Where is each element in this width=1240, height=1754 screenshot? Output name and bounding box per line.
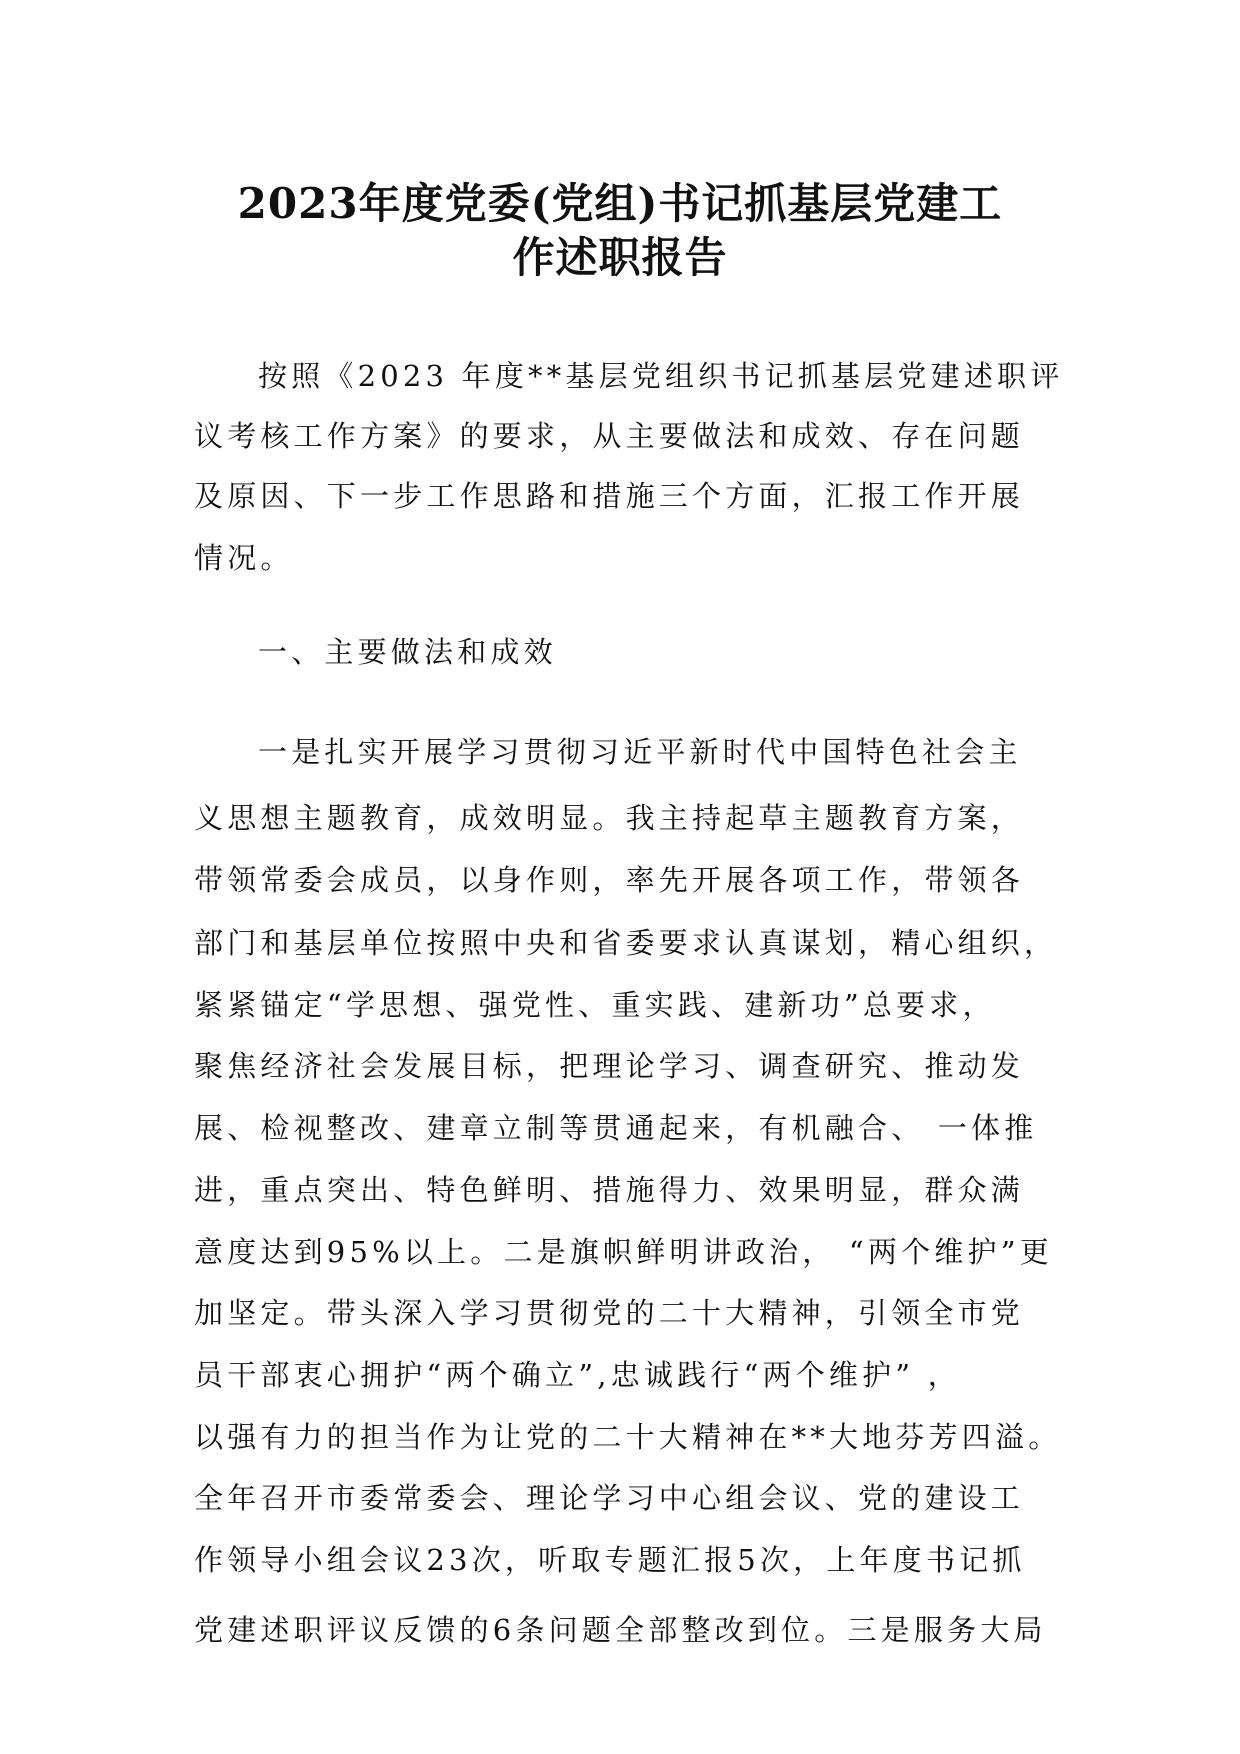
- paragraph-line: 部门和基层单位按照中央和省委要求认真谋划，精心组织，: [194, 926, 1058, 960]
- paragraph-line: 全年召开市委常委会、理论学习中心组会议、党的建设工: [194, 1481, 1025, 1515]
- paragraph-line: 紧紧锚定“学思想、强党性、重实践、建新功”总要求，: [194, 988, 996, 1022]
- paragraph-line: 作领导小组会议23次，听取专题汇报5次，上年度书记抓: [194, 1543, 1026, 1577]
- paragraph-line: 带领常委会成员，以身作则，率先开展各项工作，带领各: [194, 863, 1025, 897]
- paragraph-line: 员干部衷心拥护“两个确立”,忠诚践行“两个维护” ，: [194, 1358, 961, 1392]
- document-title-line-2: 作述职报告: [512, 233, 728, 282]
- paragraph-line: 展、检视整改、建章立制等贯通起来，有机融合、 一体推: [194, 1111, 1038, 1145]
- paragraph-line: 义思想主题教育，成效明显。我主持起草主题教育方案，: [194, 801, 1025, 835]
- section-heading: 一、主要做法和成效: [258, 635, 557, 669]
- paragraph-line: 以强有力的担当作为让党的二十大精神在**大地芬芳四溢。: [194, 1420, 1062, 1454]
- document-title-line-1: 2023年度党委(党组)书记抓基层党建工: [237, 179, 1003, 228]
- paragraph-line: 按照《2023 年度**基层党组织书记抓基层党建述职评: [258, 359, 1064, 393]
- paragraph-line: 情况。: [194, 541, 294, 575]
- paragraph-line: 加坚定。带头深入学习贯彻党的二十大精神，引领全市党: [194, 1296, 1025, 1330]
- paragraph-line: 一是扎实开展学习贯彻习近平新时代中国特色社会主: [258, 735, 1022, 769]
- paragraph-line: 意度达到95%以上。二是旗帜鲜明讲政治， “两个维护”更: [194, 1235, 1053, 1269]
- paragraph-line: 进，重点突出、特色鲜明、措施得力、效果明显，群众满: [194, 1173, 1025, 1207]
- paragraph-line: 聚焦经济社会发展目标，把理论学习、调查研究、推动发: [194, 1049, 1025, 1083]
- paragraph-line: 党建述职评议反馈的6条问题全部整改到位。三是服务大局: [194, 1613, 1047, 1647]
- paragraph-line: 及原因、下一步工作思路和措施三个方面，汇报工作开展: [194, 479, 1025, 513]
- paragraph-line: 议考核工作方案》的要求，从主要做法和成效、存在问题: [194, 419, 1025, 453]
